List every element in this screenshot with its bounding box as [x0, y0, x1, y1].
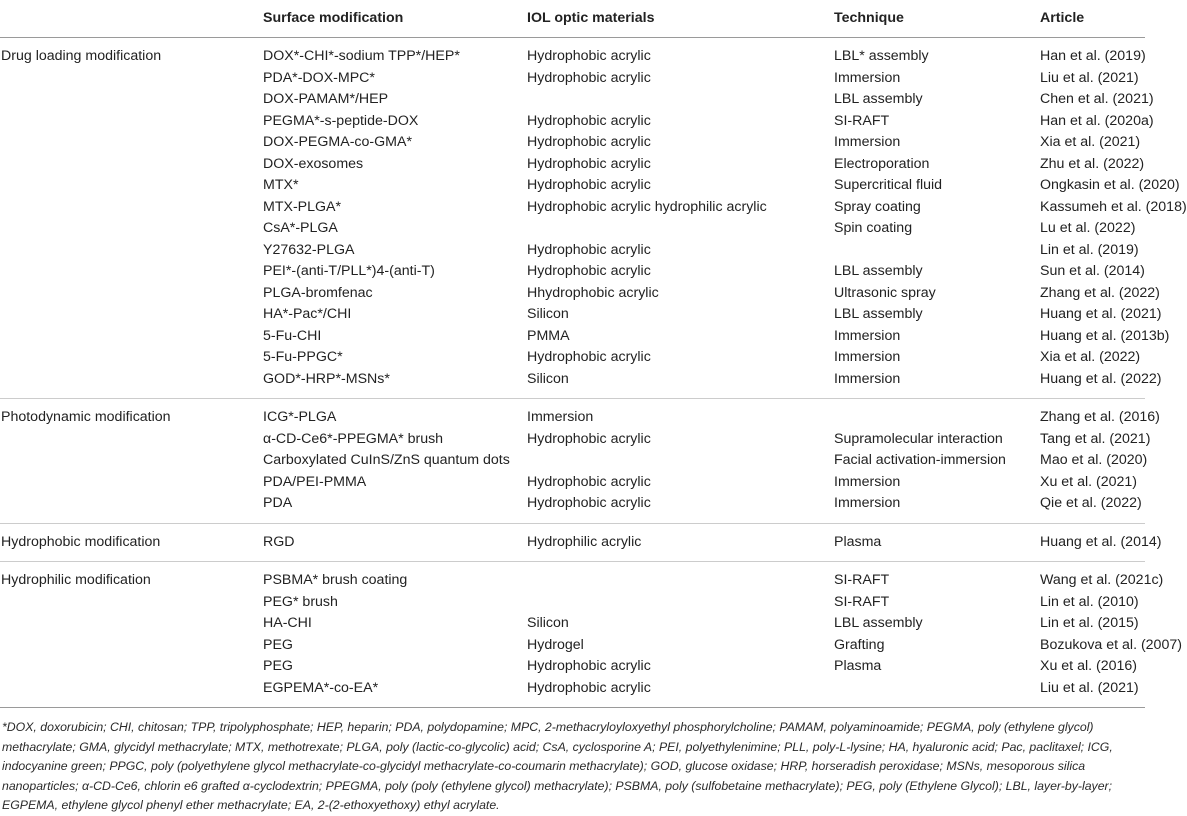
category-spacer [0, 261, 207, 283]
technique-cell: Immersion [834, 349, 901, 365]
surface-modification-cell: DOX-exosomes [263, 155, 364, 172]
technique-cell: Supramolecular interaction [834, 430, 1003, 447]
surface-modification-cell: CsA*-PLGA [263, 220, 338, 236]
category-label: Photodynamic modification [0, 399, 207, 429]
surface-modification-cell: PLGA-bromfenac [263, 284, 373, 301]
table-row [0, 613, 1145, 635]
surface-modification-cell: 5-Fu-PPGC* [263, 349, 343, 365]
technique-cell: Electroporation [834, 155, 930, 172]
surface-modification-cell: PEGMA*-s-peptide-DOX [263, 112, 419, 129]
iol-material-cell: Hydrophobic acrylic [527, 241, 651, 258]
iol-material-cell: Hydrophobic acrylic [527, 155, 651, 172]
category-spacer [0, 369, 207, 399]
group-1 [0, 399, 1160, 524]
article-cell: Zhu et al. (2022) [1040, 155, 1145, 172]
technique-cell: Grafting [834, 636, 885, 653]
iol-material-cell [499, 592, 782, 614]
technique-cell: LBL assembly [834, 615, 923, 631]
iol-material-cell: Silicon [527, 306, 569, 322]
technique-cell: SI-RAFT [834, 593, 890, 610]
surface-modification-cell: MTX-PLGA* [263, 198, 342, 215]
category-spacer [0, 304, 207, 326]
article-cell: Xu et al. (2016) [1040, 658, 1138, 674]
technique-cell [782, 399, 987, 429]
category-spacer [0, 429, 207, 451]
article-cell: Lin et al. (2019) [1040, 241, 1139, 258]
category-spacer [0, 89, 207, 111]
article-cell: Liu et al. (2021) [1040, 69, 1139, 86]
iol-material-cell: Hydrophobic acrylic [527, 69, 651, 86]
surface-modification-cell: PEI*-(anti-T/PLL*)4-(anti-T) [263, 263, 435, 279]
category-spacer [0, 613, 207, 635]
article-cell: Sun et al. (2014) [1040, 263, 1145, 279]
table-row [0, 656, 1145, 678]
iol-material-cell: Hydrophilic acrylic [499, 523, 782, 562]
article-cell: Kassumeh et al. (2018) [1040, 198, 1187, 215]
table-row [0, 399, 1145, 429]
surface-modification-cell: PEG* brush [263, 593, 338, 610]
iol-material-cell [499, 218, 782, 240]
article-cell: Xia et al. (2021) [1040, 134, 1141, 150]
technique-cell: Immersion [834, 473, 901, 490]
article-cell: Huang et al. (2021) [1040, 306, 1162, 322]
technique-cell: LBL assembly [834, 91, 923, 107]
technique-cell: SI-RAFT [782, 562, 987, 592]
iol-material-cell: Silicon [527, 370, 569, 387]
iol-material-cell: Hydrophobic acrylic [527, 177, 651, 193]
category-spacer [0, 635, 207, 657]
table-row [0, 132, 1145, 154]
article-cell: Xia et al. (2022) [1040, 349, 1141, 365]
article-cell: Wang et al. (2021c) [987, 562, 1145, 592]
surface-modification-cell: RGD [207, 523, 499, 562]
table-row [0, 197, 1145, 219]
technique-cell: Supercritical fluid [834, 177, 943, 193]
technique-cell [782, 240, 987, 262]
surface-modification-cell: DOX*-CHI*-sodium TPP*/HEP* [263, 48, 460, 64]
article-cell: Mao et al. (2020) [1040, 452, 1148, 468]
iol-material-cell [499, 450, 782, 472]
category-label: Hydrophobic modification [0, 523, 207, 562]
article-cell: Lin et al. (2015) [1040, 615, 1139, 631]
surface-modification-cell: PEG [263, 658, 293, 674]
table-row [0, 89, 1145, 111]
article-cell: Chen et al. (2021) [1040, 91, 1154, 107]
table-row [0, 450, 1145, 472]
surface-modification-cell: EGPEMA*-co-EA* [207, 678, 499, 708]
table-row [0, 347, 1145, 369]
table-row [0, 283, 1145, 305]
table-row [0, 38, 1145, 68]
iol-material-cell: Hydrophobic acrylic [527, 263, 651, 279]
technique-cell [782, 678, 987, 708]
technique-cell: LBL assembly [834, 263, 923, 279]
technique-cell: Immersion [834, 495, 901, 511]
table-row [0, 493, 1145, 523]
technique-cell: Immersion [834, 134, 901, 150]
group-2 [0, 523, 1162, 562]
article-cell: Han et al. (2020a) [1040, 112, 1154, 129]
iol-material-cell: Hydrophobic acrylic hydrophilic acrylic [527, 198, 767, 215]
technique-cell: Spin coating [834, 220, 913, 236]
category-spacer [0, 656, 207, 678]
article-cell: Lu et al. (2022) [1040, 220, 1136, 236]
technique-cell: Immersion [834, 370, 901, 387]
article-cell: Han et al. (2019) [1040, 48, 1146, 64]
table-footnote: *DOX, doxorubicin; CHI, chitosan; TPP, tripolyphosphate; HEP, heparin; PDA, polydopamine; MPC, 2-methacryloyloxyethyl phosphorylcholine; PAMAM, polyaminoamide; PEGMA, poly (ethylene glycol) methacrylate; GMA, glycidyl methacrylate; MTX, methotrexate; PLGA, poly (lactic-co-glycolic) acid; CsA, cyclosporine A; PEI, polyethylenimine; PLL, poly-L-lysine; HA, hyaluronic acid; Pac, paclitaxel; ICG, indocyanine green; PPGC, poly (polyethylene glycol methacrylate-co-glycidyl methacrylate-co-coumarin methacrylate); GOD, glucose oxidase; HRP, horseradish peroxidase; MSNs, mesoporous silica nanoparticles; α-CD-Ce6, chlorin e6 grafted α-cyclodextrin; PPEGMA, poly (poly (ethylene glycol) methacrylate); PSBMA, poly (sulfobetaine methacrylate); PEG, poly (Ethylene Glycol); LBL, layer-by-layer; EGPEMA, ethylene glycol phenyl ether methacrylate; EA, 2-(2-ethoxyethoxy) ethyl acrylate. [2, 720, 1113, 812]
header-row [0, 0, 1145, 38]
iol-material-cell [499, 89, 782, 111]
table-row [0, 326, 1145, 348]
iol-material-cell: Silicon [527, 615, 569, 631]
table-row [0, 562, 1145, 592]
category-label: Drug loading modification [1, 48, 162, 64]
article-cell: Zhang et al. (2022) [1040, 284, 1160, 301]
iol-material-cell: Hydrophobic acrylic [527, 48, 651, 64]
category-spacer [0, 450, 207, 472]
table-row [0, 68, 1145, 90]
surface-modification-cell: Carboxylated CuInS/ZnS quantum dots [263, 452, 510, 468]
technique-cell: Plasma [782, 523, 987, 562]
header-category [0, 0, 207, 38]
surface-modification-cell: ICG*-PLGA [207, 399, 499, 429]
category-spacer [0, 347, 207, 369]
surface-modification-cell: PSBMA* brush coating [207, 562, 499, 592]
surface-modification-cell: PDA/PEI-PMMA [263, 473, 367, 490]
technique-cell: Immersion [834, 69, 901, 86]
iol-material-cell: Hydrophobic acrylic [527, 430, 651, 447]
table-row [0, 175, 1145, 197]
surface-modification-cell: α-CD-Ce6*-PPEGMA* brush [263, 430, 444, 447]
technique-cell: Spray coating [834, 198, 921, 215]
category-spacer [0, 154, 207, 176]
category-spacer [0, 326, 207, 348]
category-spacer [0, 493, 207, 523]
technique-cell: SI-RAFT [834, 112, 890, 129]
article-cell: Lin et al. (2010) [1040, 593, 1139, 610]
technique-cell: LBL assembly [834, 306, 923, 322]
surface-modification-cell: HA-CHI [263, 615, 312, 631]
category-spacer [0, 218, 207, 240]
category-spacer [0, 678, 207, 708]
table-row [0, 111, 1145, 133]
iol-material-cell: Hydrogel [527, 636, 584, 653]
technique-cell: Facial activation-immersion [834, 452, 1006, 468]
surface-modification-cell: PDA [263, 495, 293, 511]
table-row [0, 592, 1145, 614]
table-row [0, 218, 1145, 240]
iol-material-cell [499, 562, 782, 592]
technique-cell: LBL* assembly [834, 48, 929, 64]
surface-modification-cell: HA*-Pac*/CHI [263, 306, 352, 322]
article-cell: Huang et al. (2022) [1040, 370, 1162, 387]
header-iol-optic-materials: IOL optic materials [499, 0, 782, 38]
article-cell: Tang et al. (2021) [1040, 430, 1151, 447]
iol-material-cell: PMMA [527, 327, 570, 344]
category-spacer [0, 592, 207, 614]
surface-modification-cell: MTX* [263, 177, 299, 193]
table-row [0, 523, 1145, 562]
technique-cell: Ultrasonic spray [834, 284, 936, 301]
article-cell: Huang et al. (2014) [987, 523, 1145, 562]
surface-modification-cell: GOD*-HRP*-MSNs* [263, 370, 390, 387]
table-row [0, 369, 1145, 399]
surface-modification-cell: DOX-PAMAM*/HEP [263, 91, 389, 107]
iol-material-cell: Hydrophobic acrylic [527, 112, 651, 129]
iol-material-cell: Hydrophobic acrylic [527, 473, 651, 490]
surface-modification-cell: DOX-PEGMA-co-GMA* [263, 134, 412, 150]
group-3 [0, 562, 1182, 708]
iol-material-cell: Immersion [499, 399, 782, 429]
category-spacer [0, 175, 207, 197]
surface-modification-cell: Y27632-PLGA [263, 241, 355, 258]
category-label: Hydrophilic modification [0, 562, 207, 592]
surface-modification-cell: PEG [263, 636, 293, 653]
header-surface-modification: Surface modification [207, 0, 499, 38]
category-spacer [0, 472, 207, 494]
category-spacer [0, 240, 207, 262]
table-row [0, 635, 1145, 657]
table-row [0, 304, 1145, 326]
surface-modification-cell: 5-Fu-CHI [263, 327, 322, 344]
header-technique: Technique [782, 0, 987, 38]
surface-modification-cell: PDA*-DOX-MPC* [263, 69, 375, 86]
iol-material-cell: Hydrophobic acrylic [527, 658, 651, 674]
category-spacer [0, 68, 207, 90]
group-0 [0, 38, 1187, 399]
category-spacer [0, 111, 207, 133]
technique-cell: Immersion [834, 327, 901, 344]
article-cell: Zhang et al. (2016) [987, 399, 1145, 429]
iol-material-cell: Hydrophobic acrylic [527, 134, 651, 150]
header-article: Article [987, 0, 1145, 38]
table-row [0, 678, 1145, 708]
table-row [0, 261, 1145, 283]
iol-material-cell: Hydrophobic acrylic [527, 349, 651, 365]
table-header [0, 0, 1145, 38]
article-cell: Ongkasin et al. (2020) [1040, 177, 1180, 193]
technique-cell: Plasma [834, 658, 882, 674]
iol-material-cell: Hhydrophobic acrylic [527, 284, 659, 301]
category-spacer [0, 132, 207, 154]
table-row [0, 240, 1145, 262]
table-row [0, 472, 1145, 494]
article-cell: Huang et al. (2013b) [1040, 327, 1170, 344]
article-cell: Liu et al. (2021) [987, 678, 1145, 708]
iol-material-cell: Hydrophobic acrylic [527, 495, 651, 511]
table-row [0, 154, 1145, 176]
table-row [0, 429, 1145, 451]
category-spacer [0, 283, 207, 305]
article-cell: Bozukova et al. (2007) [1040, 636, 1182, 653]
article-cell: Xu et al. (2021) [1040, 473, 1138, 490]
article-cell: Qie et al. (2022) [1040, 495, 1142, 511]
category-spacer [0, 197, 207, 219]
iol-material-cell: Hydrophobic acrylic [499, 678, 782, 708]
